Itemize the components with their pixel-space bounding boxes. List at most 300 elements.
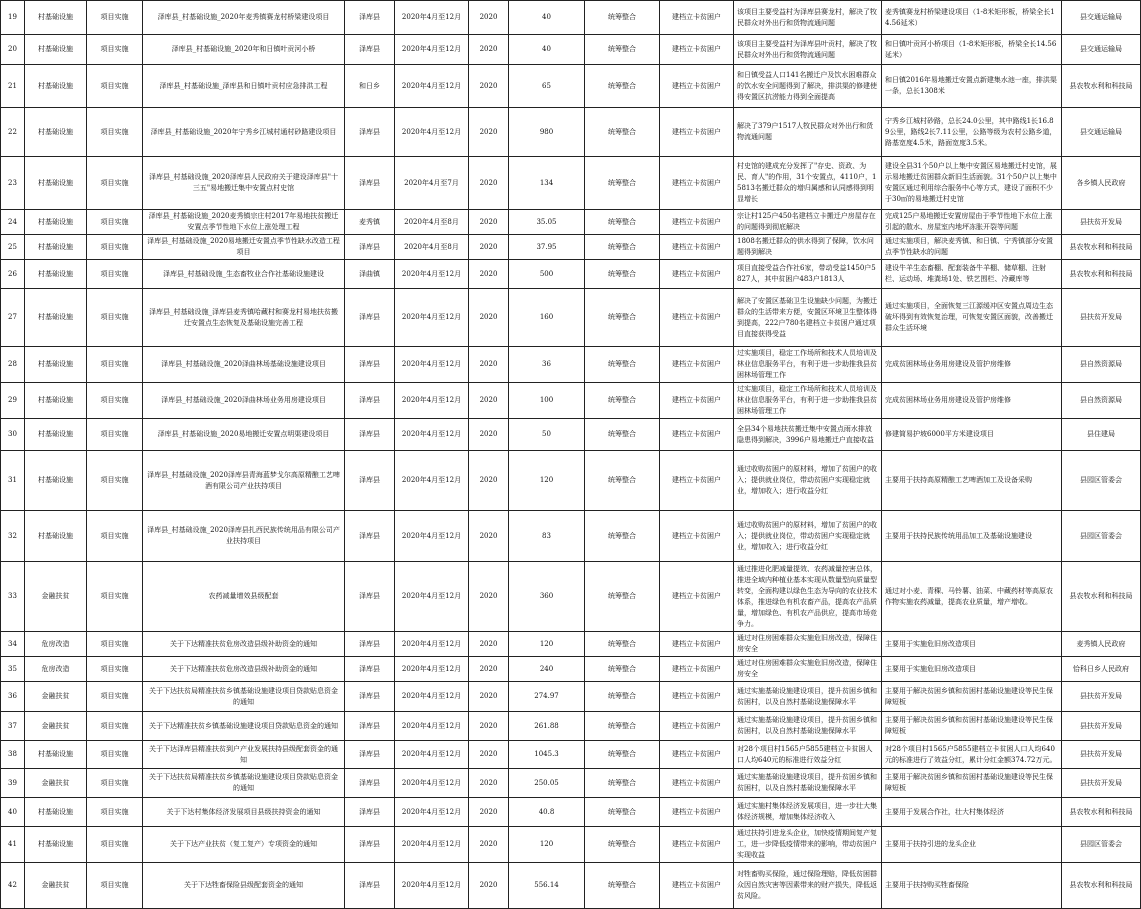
implementation-type-cell: 项目实施 [87, 260, 143, 289]
location-cell: 泽库县 [345, 632, 395, 657]
row-number-cell: 22 [1, 108, 25, 157]
funding-mode-cell: 统筹整合 [585, 511, 660, 562]
table-row [1, 260, 1141, 289]
row-number-cell: 33 [1, 562, 25, 632]
amount-cell: 40.8 [509, 798, 585, 827]
row-number-cell: 30 [1, 419, 25, 451]
benefit-description-cell: 通过对住房困难群众实施危旧房改造，保障住房安全 [734, 632, 882, 657]
project-name-cell: 关于下达泽库县精准扶贫到户产业发展扶持县级配套资金的通知 [143, 741, 345, 769]
amount-cell: 1045.3 [509, 741, 585, 769]
benefit-description-cell: 通过收购贫困户的原材料，增加了贫困户的收入；提供就业岗位，带动贫困户实现稳定就业，增加收入；进行收益分红 [734, 451, 882, 511]
beneficiary-type-cell: 建档立卡贫困户 [660, 451, 734, 511]
project-name-cell: 关于下达精准扶贫危房改造县级补助资金的通知 [143, 632, 345, 657]
year-cell: 2020 [469, 863, 509, 909]
table-row [1, 632, 1141, 657]
funding-mode-cell: 统筹整合 [585, 682, 660, 712]
category-cell: 危房改造 [25, 632, 87, 657]
project-content-cell: 主要用于扶持引进的龙头企业 [882, 827, 1062, 863]
implementation-type-cell: 项目实施 [87, 657, 143, 682]
responsible-dept-cell: 县园区管委会 [1062, 451, 1141, 511]
project-content-cell: 主要用于扶持高原精酿工艺啤酒加工及设备采购 [882, 451, 1062, 511]
project-name-cell: 农药减量增效县级配套 [143, 562, 345, 632]
category-cell: 金融扶贫 [25, 682, 87, 712]
beneficiary-type-cell: 建档立卡贫困户 [660, 210, 734, 235]
benefit-description-cell: 通过实施基础设施建设项目，提升贫困乡镇和贫困村，以及自然村基础设施保障水平 [734, 682, 882, 712]
category-cell: 村基础设施 [25, 289, 87, 347]
implementation-type-cell: 项目实施 [87, 347, 143, 383]
benefit-description-cell: 通过推进化肥减量提效、农药减量控害总体，推进全域内种植业基本实现从数量型向质量型转变，全面构建以绿色生态为导向的农业技术体系，推进绿色有机农畜产品，提高农产品质量，增加绿色、有机农产品供应，提高市场竞争力。 [734, 562, 882, 632]
amount-cell: 40 [509, 1, 585, 35]
table-row [1, 657, 1141, 682]
table-row [1, 235, 1141, 260]
responsible-dept-cell: 县自然资源局 [1062, 347, 1141, 383]
amount-cell: 500 [509, 260, 585, 289]
year-cell: 2020 [469, 657, 509, 682]
responsible-dept-cell: 县扶贫开发局 [1062, 741, 1141, 769]
project-name-cell: 关于下达村集体经济发展项目县级扶持资金的通知 [143, 798, 345, 827]
project-content-cell: 通过对小麦、青稞、马铃薯、油菜、中藏药材等高原农作物实施农药减量，提高农业质量，增产增收。 [882, 562, 1062, 632]
responsible-dept-cell: 县交通运输局 [1062, 108, 1141, 157]
table-row [1, 741, 1141, 769]
amount-cell: 160 [509, 289, 585, 347]
row-number-cell: 34 [1, 632, 25, 657]
beneficiary-type-cell: 建档立卡贫困户 [660, 347, 734, 383]
funding-mode-cell: 统筹整合 [585, 419, 660, 451]
period-cell: 2020年4月至12月 [395, 347, 469, 383]
responsible-dept-cell: 县扶贫开发局 [1062, 682, 1141, 712]
row-number-cell: 20 [1, 35, 25, 65]
amount-cell: 50 [509, 419, 585, 451]
funding-mode-cell: 统筹整合 [585, 347, 660, 383]
project-name-cell: 关于下达扶贫局精准扶贫乡镇基础设施建设项目贷款贴息资金的通知 [143, 769, 345, 798]
project-name-cell: 泽库县_村基础设施_2020麦秀镇宗庄村2017年易地扶贫搬迁安置点季节性地下水位上涨处理工程 [143, 210, 345, 235]
benefit-description-cell: 解决了379户1517人牧民群众对外出行和货物流通问题 [734, 108, 882, 157]
amount-cell: 120 [509, 451, 585, 511]
responsible-dept-cell: 县扶贫开发局 [1062, 289, 1141, 347]
responsible-dept-cell: 县交通运输局 [1062, 35, 1141, 65]
responsible-dept-cell: 县住建局 [1062, 419, 1141, 451]
row-number-cell: 40 [1, 798, 25, 827]
year-cell: 2020 [469, 157, 509, 210]
period-cell: 2020年4月至12月 [395, 65, 469, 108]
period-cell: 2020年4月至12月 [395, 289, 469, 347]
year-cell: 2020 [469, 383, 509, 419]
category-cell: 村基础设施 [25, 65, 87, 108]
project-name-cell: 泽库县_村基础设施_2020易地搬迁安置点明渠建设项目 [143, 419, 345, 451]
period-cell: 2020年4月至12月 [395, 562, 469, 632]
project-name-cell: 泽库县_村基础设施_2020泽曲林场业务用房建设项目 [143, 383, 345, 419]
implementation-type-cell: 项目实施 [87, 383, 143, 419]
implementation-type-cell: 项目实施 [87, 235, 143, 260]
category-cell: 危房改造 [25, 657, 87, 682]
project-content-cell: 修建简易护坡6000平方米建设项目 [882, 419, 1062, 451]
responsible-dept-cell: 县农牧水利和科技局 [1062, 798, 1141, 827]
table-row [1, 157, 1141, 210]
row-number-cell: 36 [1, 682, 25, 712]
benefit-description-cell: 村史馆的建成充分发挥了"存史、资政、为民、育人"的作用，31个安置点，4110户，15813名搬迁群众的增归属感和认同感得到明显增长 [734, 157, 882, 210]
implementation-type-cell: 项目实施 [87, 451, 143, 511]
benefit-description-cell: 通过实施基础设施建设项目，提升贫困乡镇和贫困村，以及自然村基础设施保障水平 [734, 769, 882, 798]
project-content-cell: 完成贫困林场业务用房建设及管护房维修 [882, 383, 1062, 419]
project-content-cell: 主要用于解决贫困乡镇和贫困村基础设施建设等民生保障短板 [882, 682, 1062, 712]
benefit-description-cell: 通过实施基础设施建设项目，提升贫困乡镇和贫困村，以及自然村基础设施保障水平 [734, 712, 882, 741]
beneficiary-type-cell: 建档立卡贫困户 [660, 682, 734, 712]
category-cell: 村基础设施 [25, 210, 87, 235]
amount-cell: 274.97 [509, 682, 585, 712]
period-cell: 2020年4月至12月 [395, 451, 469, 511]
category-cell: 村基础设施 [25, 35, 87, 65]
implementation-type-cell: 项目实施 [87, 798, 143, 827]
amount-cell: 980 [509, 108, 585, 157]
amount-cell: 83 [509, 511, 585, 562]
funding-mode-cell: 统筹整合 [585, 863, 660, 909]
table-row [1, 289, 1141, 347]
period-cell: 2020年4月至12月 [395, 108, 469, 157]
implementation-type-cell: 项目实施 [87, 562, 143, 632]
location-cell: 泽库县 [345, 712, 395, 741]
beneficiary-type-cell: 建档立卡贫困户 [660, 235, 734, 260]
funding-mode-cell: 统筹整合 [585, 35, 660, 65]
beneficiary-type-cell: 建档立卡贫困户 [660, 289, 734, 347]
benefit-description-cell: 1808名搬迁群众的供水得到了保障，饮水问题得到解决 [734, 235, 882, 260]
funding-mode-cell: 统筹整合 [585, 1, 660, 35]
row-number-cell: 32 [1, 511, 25, 562]
amount-cell: 40 [509, 35, 585, 65]
implementation-type-cell: 项目实施 [87, 712, 143, 741]
amount-cell: 240 [509, 657, 585, 682]
year-cell: 2020 [469, 260, 509, 289]
project-name-cell: 泽库县_村基础设施_2020泽曲林场基础设施建设项目 [143, 347, 345, 383]
project-content-cell: 主要用于解决贫困乡镇和贫困村基础设施建设等民生保障短板 [882, 769, 1062, 798]
category-cell: 村基础设施 [25, 419, 87, 451]
implementation-type-cell: 项目实施 [87, 1, 143, 35]
responsible-dept-cell: 县农牧水利和科技局 [1062, 260, 1141, 289]
project-content-cell: 建设全县31个50户以上集中安置区易地搬迁村史馆，展示易地搬迁贫困群众新旧生活面貌。31个50户以上集中安置区通过利用综合服务中心等方式，建设了面积不少于30㎡的易地搬迁村史馆 [882, 157, 1062, 210]
implementation-type-cell: 项目实施 [87, 511, 143, 562]
table-row [1, 108, 1141, 157]
project-content-cell: 主要用于扶持民族传统用品加工及基础设施建设 [882, 511, 1062, 562]
beneficiary-type-cell: 建档立卡贫困户 [660, 511, 734, 562]
responsible-dept-cell: 县农牧水利和科技局 [1062, 65, 1141, 108]
location-cell: 泽库县 [345, 682, 395, 712]
benefit-description-cell: 该项目主要受益村为泽库县叶贡村，解决了牧民群众对外出行和货物流通问题 [734, 35, 882, 65]
beneficiary-type-cell: 建档立卡贫困户 [660, 632, 734, 657]
location-cell: 泽库县 [345, 235, 395, 260]
location-cell: 泽库县 [345, 347, 395, 383]
implementation-type-cell: 项目实施 [87, 827, 143, 863]
location-cell: 泽库县 [345, 657, 395, 682]
period-cell: 2020年4月至7月 [395, 157, 469, 210]
project-name-cell: 泽库县_村基础设施_2020年和日镇叶贡河小桥 [143, 35, 345, 65]
amount-cell: 120 [509, 632, 585, 657]
responsible-dept-cell: 麦秀镇人民政府 [1062, 632, 1141, 657]
row-number-cell: 41 [1, 827, 25, 863]
year-cell: 2020 [469, 741, 509, 769]
table-row [1, 511, 1141, 562]
benefit-description-cell: 通过收购贫困户的原材料，增加了贫困户的收入；提供就业岗位，带动贫困户实现稳定就业，增加收入；进行收益分红 [734, 511, 882, 562]
funding-mode-cell: 统筹整合 [585, 712, 660, 741]
beneficiary-type-cell: 建档立卡贫困户 [660, 798, 734, 827]
project-content-cell: 和日镇叶贡河小桥项目（1-8米矩形板，桥梁全长14.56延米） [882, 35, 1062, 65]
project-content-cell: 对28个项目村1565户5855建档立卡贫困人口人均640元的标准进行了效益分红，累计分红金额374.72万元。 [882, 741, 1062, 769]
category-cell: 村基础设施 [25, 157, 87, 210]
period-cell: 2020年4月至12月 [395, 511, 469, 562]
period-cell: 2020年4月至12月 [395, 35, 469, 65]
benefit-description-cell: 和日镇受益人口141名搬迁户及饮水困难群众的饮水安全问题得到了解决，排洪渠的修建使得安置区抗涝能力得到全面提高 [734, 65, 882, 108]
year-cell: 2020 [469, 419, 509, 451]
implementation-type-cell: 项目实施 [87, 769, 143, 798]
project-content-cell: 宁秀乡江城村砂路，总长24.0公里，其中路线1长16.89公里，路线2长7.11公里，公路等级为农村公路乡道，路基宽度4.5米，路面宽度3.5米。 [882, 108, 1062, 157]
year-cell: 2020 [469, 827, 509, 863]
year-cell: 2020 [469, 511, 509, 562]
row-number-cell: 21 [1, 65, 25, 108]
beneficiary-type-cell: 建档立卡贫困户 [660, 657, 734, 682]
benefit-description-cell: 该项目主要受益村为泽库县赛龙村，解决了牧民群众对外出行和货物流通问题 [734, 1, 882, 35]
implementation-type-cell: 项目实施 [87, 35, 143, 65]
implementation-type-cell: 项目实施 [87, 289, 143, 347]
location-cell: 泽库县 [345, 289, 395, 347]
responsible-dept-cell: 县农牧水利和科技局 [1062, 863, 1141, 909]
row-number-cell: 19 [1, 1, 25, 35]
location-cell: 泽库县 [345, 562, 395, 632]
location-cell: 泽库县 [345, 157, 395, 210]
benefit-description-cell: 过实施项目，稳定工作场所和技术人员培训及林业信息服务平台，有利于进一步助推我县贫困林场管理工作 [734, 347, 882, 383]
period-cell: 2020年4月至12月 [395, 419, 469, 451]
table-row [1, 712, 1141, 741]
project-name-cell: 关于下达精准扶贫危房改造县级补助资金的通知 [143, 657, 345, 682]
year-cell: 2020 [469, 347, 509, 383]
table-row [1, 798, 1141, 827]
implementation-type-cell: 项目实施 [87, 682, 143, 712]
responsible-dept-cell: 县园区管委会 [1062, 827, 1141, 863]
table-row [1, 347, 1141, 383]
category-cell: 村基础设施 [25, 383, 87, 419]
beneficiary-type-cell: 建档立卡贫困户 [660, 35, 734, 65]
table-row [1, 1, 1141, 35]
table-row [1, 451, 1141, 511]
amount-cell: 36 [509, 347, 585, 383]
location-cell: 泽库县 [345, 741, 395, 769]
table-row [1, 827, 1141, 863]
beneficiary-type-cell: 建档立卡贫困户 [660, 562, 734, 632]
period-cell: 2020年4月至12月 [395, 827, 469, 863]
category-cell: 村基础设施 [25, 1, 87, 35]
period-cell: 2020年4月至8月 [395, 235, 469, 260]
category-cell: 村基础设施 [25, 260, 87, 289]
category-cell: 金融扶贫 [25, 863, 87, 909]
location-cell: 泽库县 [345, 863, 395, 909]
responsible-dept-cell: 县自然资源局 [1062, 383, 1141, 419]
beneficiary-type-cell: 建档立卡贫困户 [660, 741, 734, 769]
implementation-type-cell: 项目实施 [87, 65, 143, 108]
table-row [1, 863, 1141, 909]
period-cell: 2020年4月至12月 [395, 741, 469, 769]
implementation-type-cell: 项目实施 [87, 741, 143, 769]
beneficiary-type-cell: 建档立卡贫困户 [660, 383, 734, 419]
row-number-cell: 25 [1, 235, 25, 260]
project-name-cell: 泽库县_村基础设施_2020年麦秀镇赛龙村桥梁建设项目 [143, 1, 345, 35]
funding-mode-cell: 统筹整合 [585, 210, 660, 235]
table-row [1, 682, 1141, 712]
year-cell: 2020 [469, 108, 509, 157]
funding-mode-cell: 统筹整合 [585, 657, 660, 682]
beneficiary-type-cell: 建档立卡贫困户 [660, 1, 734, 35]
project-name-cell: 泽库县_村基础设施_2020泽库县扎西民族传统用品有限公司产业扶持项目 [143, 511, 345, 562]
beneficiary-type-cell: 建档立卡贫困户 [660, 260, 734, 289]
amount-cell: 261.88 [509, 712, 585, 741]
amount-cell: 35.05 [509, 210, 585, 235]
period-cell: 2020年4月至8月 [395, 210, 469, 235]
funding-mode-cell: 统筹整合 [585, 383, 660, 419]
implementation-type-cell: 项目实施 [87, 210, 143, 235]
row-number-cell: 29 [1, 383, 25, 419]
project-content-cell: 主要用于解决贫困乡镇和贫困村基础设施建设等民生保障短板 [882, 712, 1062, 741]
location-cell: 泽库县 [345, 511, 395, 562]
year-cell: 2020 [469, 562, 509, 632]
beneficiary-type-cell: 建档立卡贫困户 [660, 863, 734, 909]
row-number-cell: 38 [1, 741, 25, 769]
table-body [1, 1, 1141, 909]
funding-mode-cell: 统筹整合 [585, 741, 660, 769]
project-name-cell: 泽库县_村基础设施_2020泽库县人民政府关于建设泽库县"十三五"易地搬迁集中安置点村史馆 [143, 157, 345, 210]
project-content-cell: 建设牛羊生态畜棚、配套装备牛羊棚、储草棚、注射栏、运动场、堆粪场1处、铁艺围栏、冷藏库等 [882, 260, 1062, 289]
period-cell: 2020年4月至12月 [395, 712, 469, 741]
category-cell: 村基础设施 [25, 108, 87, 157]
amount-cell: 120 [509, 827, 585, 863]
year-cell: 2020 [469, 682, 509, 712]
year-cell: 2020 [469, 632, 509, 657]
category-cell: 金融扶贫 [25, 769, 87, 798]
beneficiary-type-cell: 建档立卡贫困户 [660, 65, 734, 108]
period-cell: 2020年4月至12月 [395, 632, 469, 657]
amount-cell: 250.05 [509, 769, 585, 798]
amount-cell: 360 [509, 562, 585, 632]
beneficiary-type-cell: 建档立卡贫困户 [660, 827, 734, 863]
location-cell: 泽库县 [345, 419, 395, 451]
project-content-cell: 完成125户易地搬迁安置房屋由于季节性地下水位上涨引起的散水、房屋室内地坪冻胀开裂等问题 [882, 210, 1062, 235]
amount-cell: 134 [509, 157, 585, 210]
funding-mode-cell: 统筹整合 [585, 260, 660, 289]
funding-mode-cell: 统筹整合 [585, 108, 660, 157]
responsible-dept-cell: 各乡镇人民政府 [1062, 157, 1141, 210]
row-number-cell: 23 [1, 157, 25, 210]
category-cell: 村基础设施 [25, 235, 87, 260]
category-cell: 村基础设施 [25, 451, 87, 511]
year-cell: 2020 [469, 798, 509, 827]
beneficiary-type-cell: 建档立卡贫困户 [660, 769, 734, 798]
implementation-type-cell: 项目实施 [87, 863, 143, 909]
benefit-description-cell: 解决了安置区基础卫生设施缺少问题，为搬迁群众的生活带来方便，安置区环境卫生整体得到提高，222户780名建档立卡贫困户通过项目直接获得受益 [734, 289, 882, 347]
row-number-cell: 35 [1, 657, 25, 682]
location-cell: 麦秀镇 [345, 210, 395, 235]
implementation-type-cell: 项目实施 [87, 108, 143, 157]
project-content-cell: 完成贫困林场业务用房建设及管护房维修 [882, 347, 1062, 383]
implementation-type-cell: 项目实施 [87, 419, 143, 451]
project-name-cell: 关于下达牲畜保险县级配套资金的通知 [143, 863, 345, 909]
category-cell: 金融扶贫 [25, 562, 87, 632]
location-cell: 泽库县 [345, 383, 395, 419]
funding-mode-cell: 统筹整合 [585, 451, 660, 511]
project-name-cell: 关于下达扶贫局精准扶贫乡镇基础设施建设项目贷款贴息资金的通知 [143, 682, 345, 712]
project-name-cell: 泽库县_村基础设施_泽库县麦秀镇哈藏村和赛龙村易地扶贫搬迁安置点生态恢复及基础设施完善工程 [143, 289, 345, 347]
category-cell: 村基础设施 [25, 741, 87, 769]
year-cell: 2020 [469, 712, 509, 741]
row-number-cell: 28 [1, 347, 25, 383]
row-number-cell: 26 [1, 260, 25, 289]
project-name-cell: 泽库县_村基础设施_泽库县和日镇叶贡村应急排洪工程 [143, 65, 345, 108]
project-content-cell: 主要用于实施危旧房改造项目 [882, 657, 1062, 682]
year-cell: 2020 [469, 65, 509, 108]
project-name-cell: 关于下达产业扶贫（复工复产）专项资金的通知 [143, 827, 345, 863]
year-cell: 2020 [469, 210, 509, 235]
category-cell: 村基础设施 [25, 511, 87, 562]
responsible-dept-cell: 县园区管委会 [1062, 511, 1141, 562]
table-row [1, 419, 1141, 451]
row-number-cell: 42 [1, 863, 25, 909]
benefit-description-cell: 宗让村125户450名建档立卡搬迁户房屋存在的问题得到彻底解决 [734, 210, 882, 235]
benefit-description-cell: 通过实施村集体经济发展项目，进一步壮大集体经济规模，增加集体经济收入 [734, 798, 882, 827]
funding-mode-cell: 统筹整合 [585, 769, 660, 798]
category-cell: 金融扶贫 [25, 712, 87, 741]
period-cell: 2020年4月至12月 [395, 657, 469, 682]
responsible-dept-cell: 县农牧水利和科技局 [1062, 562, 1141, 632]
beneficiary-type-cell: 建档立卡贫困户 [660, 419, 734, 451]
period-cell: 2020年4月至12月 [395, 798, 469, 827]
project-content-cell: 主要用于实施危旧房改造项目 [882, 632, 1062, 657]
location-cell: 泽库县 [345, 35, 395, 65]
benefit-description-cell: 项目直接受益合作社6家，带动受益1450户5827人，其中贫困户483户1813人 [734, 260, 882, 289]
location-cell: 泽库县 [345, 1, 395, 35]
benefit-description-cell: 通过对住房困难群众实施危旧房改造，保障住房安全 [734, 657, 882, 682]
responsible-dept-cell: 恰科日乡人民政府 [1062, 657, 1141, 682]
table-row [1, 562, 1141, 632]
funding-mode-cell: 统筹整合 [585, 65, 660, 108]
responsible-dept-cell: 县农牧水利和科技局 [1062, 235, 1141, 260]
location-cell: 泽曲镇 [345, 260, 395, 289]
period-cell: 2020年4月至12月 [395, 260, 469, 289]
year-cell: 2020 [469, 451, 509, 511]
responsible-dept-cell: 县交通运输局 [1062, 1, 1141, 35]
benefit-description-cell: 对28个项目村1565户5855建档立卡贫困人口人均640元的标准进行效益分红 [734, 741, 882, 769]
year-cell: 2020 [469, 235, 509, 260]
table-row [1, 210, 1141, 235]
beneficiary-type-cell: 建档立卡贫困户 [660, 108, 734, 157]
row-number-cell: 39 [1, 769, 25, 798]
project-content-cell: 通过实施项目，解决麦秀镇、和日镇、宁秀镇部分安置点季节性缺水的问题 [882, 235, 1062, 260]
category-cell: 村基础设施 [25, 798, 87, 827]
year-cell: 2020 [469, 289, 509, 347]
category-cell: 村基础设施 [25, 827, 87, 863]
location-cell: 泽库县 [345, 798, 395, 827]
row-number-cell: 37 [1, 712, 25, 741]
year-cell: 2020 [469, 769, 509, 798]
project-name-cell: 关于下达精准扶贫乡镇基础设施建设项目贷款贴息资金的通知 [143, 712, 345, 741]
project-content-cell: 通过实施项目，全面恢复三江源缓冲区安置点周边生态破坏得到有效恢复治理，可恢复安置区面貌，改善搬迁群众生活环境 [882, 289, 1062, 347]
implementation-type-cell: 项目实施 [87, 632, 143, 657]
funding-mode-cell: 统筹整合 [585, 562, 660, 632]
category-cell: 村基础设施 [25, 347, 87, 383]
table-row [1, 383, 1141, 419]
funding-mode-cell: 统筹整合 [585, 235, 660, 260]
project-name-cell: 泽库县_村基础设施_2020泽库县青海蓝梦戈尔高原精酿工艺啤酒有限公司产业扶持项目 [143, 451, 345, 511]
location-cell: 泽库县 [345, 451, 395, 511]
project-content-cell: 和日镇2016年易地搬迁安置点新建集水池一座，排洪渠一条，总长1308米 [882, 65, 1062, 108]
responsible-dept-cell: 县扶贫开发局 [1062, 769, 1141, 798]
row-number-cell: 31 [1, 451, 25, 511]
year-cell: 2020 [469, 1, 509, 35]
project-name-cell: 泽库县_村基础设施_2020易地搬迁安置点季节性缺水改造工程项目 [143, 235, 345, 260]
project-name-cell: 泽库县_村基础设施_生态畜牧业合作社基础设施建设 [143, 260, 345, 289]
